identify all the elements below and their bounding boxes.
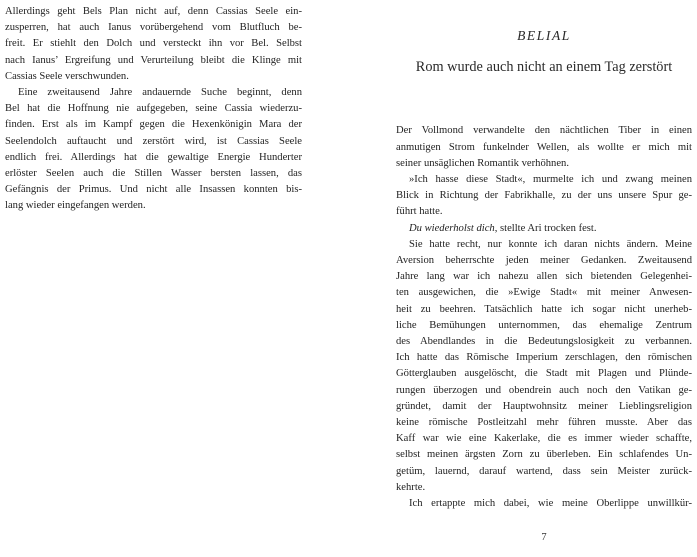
text-line: [5, 182, 302, 198]
text-segment: anmutigen Strom funkelnder Wellen, als wollte er mich mit: [396, 141, 692, 153]
text-line: [5, 150, 302, 166]
text-segment: Aversion beherrschte jeden meiner Gedanken. Zweitausend: [396, 255, 692, 267]
text-segment: getüm, lauernd, darauf wartend, dass sein Meister zurück-: [396, 465, 692, 477]
text-segment: führt hatte.: [396, 206, 443, 218]
chapter-title: Rom wurde auch nicht an einem Tag zerstört: [415, 59, 673, 76]
text-segment: endlich frei. Allerdings hat die gewaltige Energie Hunderter: [5, 151, 302, 163]
text-segment: Jahre lang war ich nahezu allen sich bietenden Gelegenhei-: [396, 271, 692, 283]
text-line: [396, 350, 692, 366]
text-line: [5, 36, 302, 52]
text-line: [5, 166, 302, 182]
text-segment: Sie hatte recht, nur konnte ich daran nichts ändern. Meine: [409, 238, 692, 250]
text-segment: ten ausgewichen, die »Ewige Stadt« mit meiner Anwesen-: [396, 287, 692, 299]
text-line: [5, 134, 302, 150]
text-segment: kehrte.: [396, 481, 426, 493]
text-line: [396, 366, 692, 382]
text-line: [396, 156, 692, 172]
text-segment: Ich ertappte mich dabei, wie meine Oberlippe unwillkür-: [409, 498, 692, 510]
right-page-text: [396, 123, 692, 512]
text-segment: »Ich hasse diese Stadt«, murmelte ich und zwang meinen: [409, 174, 692, 186]
text-segment: , stellte Ari trocken fest.: [494, 222, 597, 234]
text-line: [396, 302, 692, 318]
paragraph: [396, 172, 692, 221]
text-segment: keine römische Postleitzahl mehr führen musste. Aber das: [396, 417, 692, 429]
text-line: [396, 334, 692, 350]
text-line: [5, 53, 302, 69]
text-segment: erlöster Seelen auch die Stillen Wasser bersten lassen, das: [5, 168, 302, 180]
text-segment: selbst meinen ärgsten Zorn zu überleben. Ein schlafendes Un-: [396, 449, 692, 461]
text-segment: Cassias Seele verschwunden.: [5, 70, 129, 82]
text-line: [396, 431, 692, 447]
text-segment: Der Vollmond verwandelte den nächtlichen Tiber in einen: [396, 125, 692, 137]
text-line: [396, 221, 692, 237]
text-segment: rungen überzogen und obendrein auch noch den Vatikan ge-: [396, 384, 692, 396]
text-line: [396, 188, 692, 204]
paragraph: [396, 221, 692, 237]
paragraph: [396, 496, 692, 512]
text-line: [396, 204, 692, 220]
text-segment: Bel hat die Hoffnung nie aufgegeben, seine Cassia wiederzu-: [5, 103, 302, 115]
text-line: [396, 464, 692, 480]
chapter-label: BELIAL: [517, 28, 571, 43]
text-segment: Eine zweitausend Jahre andauernde Suche beginnt, denn: [18, 87, 302, 99]
text-line: [396, 415, 692, 431]
text-line: [396, 399, 692, 415]
text-line: [396, 140, 692, 156]
text-line: [396, 447, 692, 463]
text-segment: finden. Erst als im Kampf gegen die Hexenkönigin Mara der: [5, 119, 302, 131]
text-line: [396, 123, 692, 139]
text-line: [5, 4, 302, 20]
text-line: [396, 172, 692, 188]
text-segment: Götterglauben ausgelöscht, die Stadt mit Plagen und Plünde-: [396, 368, 692, 380]
text-segment: liche Bemühungen unternommen, das ehemalige Zentrum: [396, 319, 692, 331]
page-number: 7: [541, 532, 547, 543]
text-line: [5, 117, 302, 133]
text-segment: Blick in Richtung der Fabrikhalle, zu der uns unsere Spur ge-: [396, 190, 692, 202]
text-segment: gründet, damit der Hauptwohnsitz meiner Lieblingsreligion: [396, 400, 692, 412]
text-segment: Gefängnis der Primus. Und nicht alle Insassen konnten bis-: [5, 184, 302, 196]
text-line: [5, 85, 302, 101]
text-line: [5, 69, 302, 85]
text-line: [396, 480, 692, 496]
text-line: [5, 198, 302, 214]
italic-text-segment: Du wiederholst dich: [409, 222, 495, 234]
text-segment: Seelendolch auftaucht und zerstört wird, ist Cassias Seele: [5, 135, 302, 147]
text-line: [396, 383, 692, 399]
right-page: [396, 0, 692, 557]
text-segment: Allerdings geht Bels Plan nicht auf, denn Cassias Seele ein-: [5, 6, 302, 17]
left-page-text: [5, 4, 302, 215]
text-segment: zusperren, hat auch Ianus vorübergehend vom Blutfluch be-: [5, 22, 302, 34]
text-segment: Ich hatte das Römische Imperium zerschlagen, den römischen: [396, 352, 692, 364]
text-segment: Kaff war wie eine Kakerlake, die es immer wieder schaffte,: [396, 433, 692, 445]
text-segment: des Abendlandes in die Bedeutungslosigkeit zu verbannen.: [396, 336, 692, 348]
text-line: [396, 285, 692, 301]
text-segment: freit. Er stiehlt den Dolch und versteckt ihn vor Bel. Selbst: [5, 38, 302, 50]
text-line: [396, 318, 692, 334]
paragraph: [5, 85, 302, 215]
text-line: [396, 253, 692, 269]
paragraph: [396, 237, 692, 496]
paragraph: [396, 123, 692, 172]
text-line: [5, 101, 302, 117]
text-line: [5, 20, 302, 36]
text-segment: lang wieder eingefangen werden.: [5, 200, 146, 212]
text-line: [396, 496, 692, 512]
text-line: [396, 237, 692, 253]
text-segment: seiner unsäglichen Romantik verhöhnen.: [396, 157, 569, 169]
paragraph: [5, 4, 302, 85]
text-segment: heit zu beehren. Tatsächlich hatte ich sogar nicht unerheb-: [396, 303, 692, 315]
text-line: [396, 269, 692, 285]
text-segment: nach Ianus’ Ergreifung und Verurteilung bleibt die Klinge mit: [5, 54, 302, 66]
